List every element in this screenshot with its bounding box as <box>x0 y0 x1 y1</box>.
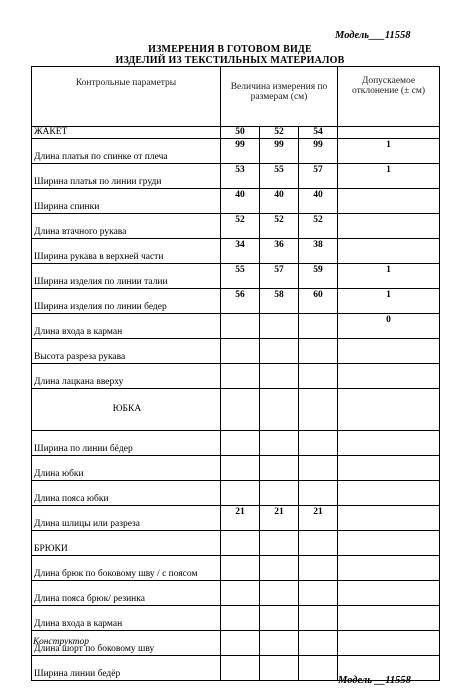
deviation-cell <box>338 631 440 656</box>
size-value-cell <box>221 339 260 364</box>
size-value-cell <box>260 631 299 656</box>
size-value-cell <box>260 606 299 631</box>
size-value-cell <box>221 389 260 431</box>
size-value-cell: 57 <box>260 264 299 289</box>
row-label: Длина шлицы или разреза <box>32 506 221 531</box>
size-value-cell <box>260 339 299 364</box>
deviation-cell <box>338 389 440 431</box>
deviation-cell: 0 <box>338 314 440 339</box>
deviation-cell <box>338 556 440 581</box>
size-value-cell: 21 <box>260 506 299 531</box>
deviation-cell <box>338 214 440 239</box>
table-row <box>32 214 440 239</box>
deviation-cell <box>338 481 440 506</box>
row-label: Ширина линии бедёр <box>32 656 221 681</box>
size-value-cell: 99 <box>221 139 260 164</box>
deviation-cell <box>338 531 440 556</box>
row-label: Ширина изделия по линии талии <box>32 264 221 289</box>
table-header-row <box>32 67 440 127</box>
size-value-cell: 53 <box>221 164 260 189</box>
size-value-cell: 55 <box>221 264 260 289</box>
row-label: Длина лацкана вверху <box>32 364 221 389</box>
size-value-cell: 52 <box>221 214 260 239</box>
row-label: Ширина рукава в верхней части <box>32 239 221 264</box>
size-value-cell: 54 <box>299 127 338 139</box>
document-title-line1: ИЗМЕРЕНИЯ В ГОТОВОМ ВИДЕ <box>148 44 312 55</box>
size-value-cell <box>221 581 260 606</box>
size-value-cell <box>221 606 260 631</box>
size-value-cell <box>299 456 338 481</box>
size-value-cell <box>221 556 260 581</box>
size-value-cell <box>299 631 338 656</box>
size-value-cell: 40 <box>221 189 260 214</box>
table-row <box>32 606 440 631</box>
column-header-measure: Величина измерения по размерам (см) <box>221 67 338 127</box>
size-value-cell <box>260 556 299 581</box>
size-value-cell: 56 <box>221 289 260 314</box>
size-value-cell <box>299 481 338 506</box>
model-number-top: Модель___11558 <box>335 30 411 41</box>
size-value-cell <box>299 556 338 581</box>
deviation-cell <box>338 127 440 139</box>
row-label: Длина втачного рукава <box>32 214 221 239</box>
row-label: Ширина изделия по линии бедер <box>32 289 221 314</box>
size-value-cell: 50 <box>221 127 260 139</box>
size-value-cell: 99 <box>260 139 299 164</box>
document-title-line2: ИЗДЕЛИЙ ИЗ ТЕКСТИЛЬНЫХ МАТЕРИАЛОВ <box>115 55 345 66</box>
size-value-cell <box>221 314 260 339</box>
row-label: Длина входа в карман <box>32 314 221 339</box>
table-row <box>32 556 440 581</box>
deviation-cell <box>338 456 440 481</box>
size-value-cell: 38 <box>299 239 338 264</box>
table-row <box>32 127 440 139</box>
size-value-cell <box>221 481 260 506</box>
deviation-cell <box>338 339 440 364</box>
size-value-cell <box>221 631 260 656</box>
deviation-cell: 1 <box>338 289 440 314</box>
measurement-table <box>31 66 440 681</box>
row-label: Длина входа в карман <box>32 606 221 631</box>
row-label: Ширина платья по линии груди <box>32 164 221 189</box>
deviation-cell <box>338 606 440 631</box>
column-header-params: Контрольные параметры <box>32 67 221 127</box>
size-value-cell: 59 <box>299 264 338 289</box>
table-row <box>32 164 440 189</box>
size-value-cell: 60 <box>299 289 338 314</box>
size-value-cell: 40 <box>260 189 299 214</box>
size-value-cell: 55 <box>260 164 299 189</box>
size-value-cell <box>260 364 299 389</box>
deviation-cell <box>338 364 440 389</box>
size-value-cell <box>299 606 338 631</box>
row-label: ЖАКЕТ <box>32 127 221 139</box>
deviation-cell: 1 <box>338 139 440 164</box>
size-value-cell <box>260 431 299 456</box>
size-value-cell <box>221 531 260 556</box>
row-label: Длина брюк по боковому шву / с поясом <box>32 556 221 581</box>
row-label: Длина шорт по боковому шву <box>32 631 221 656</box>
table-row <box>32 364 440 389</box>
size-value-cell <box>299 314 338 339</box>
deviation-cell <box>338 239 440 264</box>
table-row <box>32 481 440 506</box>
row-label: Длина платья по спинке от плеча <box>32 139 221 164</box>
size-value-cell: 52 <box>260 127 299 139</box>
size-value-cell <box>299 339 338 364</box>
size-value-cell <box>299 364 338 389</box>
table-row <box>32 264 440 289</box>
size-value-cell <box>221 431 260 456</box>
size-value-cell: 99 <box>299 139 338 164</box>
deviation-cell <box>338 581 440 606</box>
size-value-cell <box>260 581 299 606</box>
size-value-cell <box>221 456 260 481</box>
table-row <box>32 239 440 264</box>
size-value-cell: 58 <box>260 289 299 314</box>
size-value-cell <box>260 314 299 339</box>
constructor-label: Конструктор <box>33 637 90 647</box>
deviation-cell <box>338 431 440 456</box>
size-value-cell <box>299 431 338 456</box>
table-row <box>32 581 440 606</box>
table-row <box>32 631 440 656</box>
size-value-cell: 36 <box>260 239 299 264</box>
table-row <box>32 139 440 164</box>
size-value-cell <box>299 531 338 556</box>
size-value-cell <box>221 656 260 681</box>
column-header-deviation: Допускаемое отклонение (± см) <box>338 67 440 127</box>
row-label: Длина пояса брюк/ резинка <box>32 581 221 606</box>
size-value-cell: 34 <box>221 239 260 264</box>
row-label: Ширина по линии бёдер <box>32 431 221 456</box>
table-row <box>32 189 440 214</box>
size-value-cell <box>299 656 338 681</box>
table-row <box>32 506 440 531</box>
row-label: Ширина спинки <box>32 189 221 214</box>
row-label: Высота разреза рукава <box>32 339 221 364</box>
deviation-cell <box>338 189 440 214</box>
table-row <box>32 431 440 456</box>
size-value-cell: 21 <box>221 506 260 531</box>
row-label: Длина пояса юбки <box>32 481 221 506</box>
table-row <box>32 339 440 364</box>
deviation-cell: 1 <box>338 164 440 189</box>
row-label: ЮБКА <box>32 389 221 431</box>
table-row <box>32 289 440 314</box>
size-value-cell <box>260 389 299 431</box>
size-value-cell <box>260 531 299 556</box>
table-row <box>32 314 440 339</box>
table-row <box>32 389 440 431</box>
table-row <box>32 531 440 556</box>
size-value-cell: 21 <box>299 506 338 531</box>
deviation-cell: 1 <box>338 264 440 289</box>
size-value-cell: 52 <box>299 214 338 239</box>
size-value-cell: 40 <box>299 189 338 214</box>
size-value-cell <box>260 481 299 506</box>
size-value-cell <box>299 581 338 606</box>
size-value-cell <box>260 456 299 481</box>
model-number-bottom: Модель __11558 <box>338 675 411 686</box>
size-value-cell: 57 <box>299 164 338 189</box>
size-value-cell <box>260 656 299 681</box>
deviation-cell <box>338 506 440 531</box>
table-row <box>32 456 440 481</box>
size-value-cell: 52 <box>260 214 299 239</box>
row-label: Длина юбки <box>32 456 221 481</box>
row-label: БРЮКИ <box>32 531 221 556</box>
size-value-cell <box>221 364 260 389</box>
size-value-cell <box>299 389 338 431</box>
